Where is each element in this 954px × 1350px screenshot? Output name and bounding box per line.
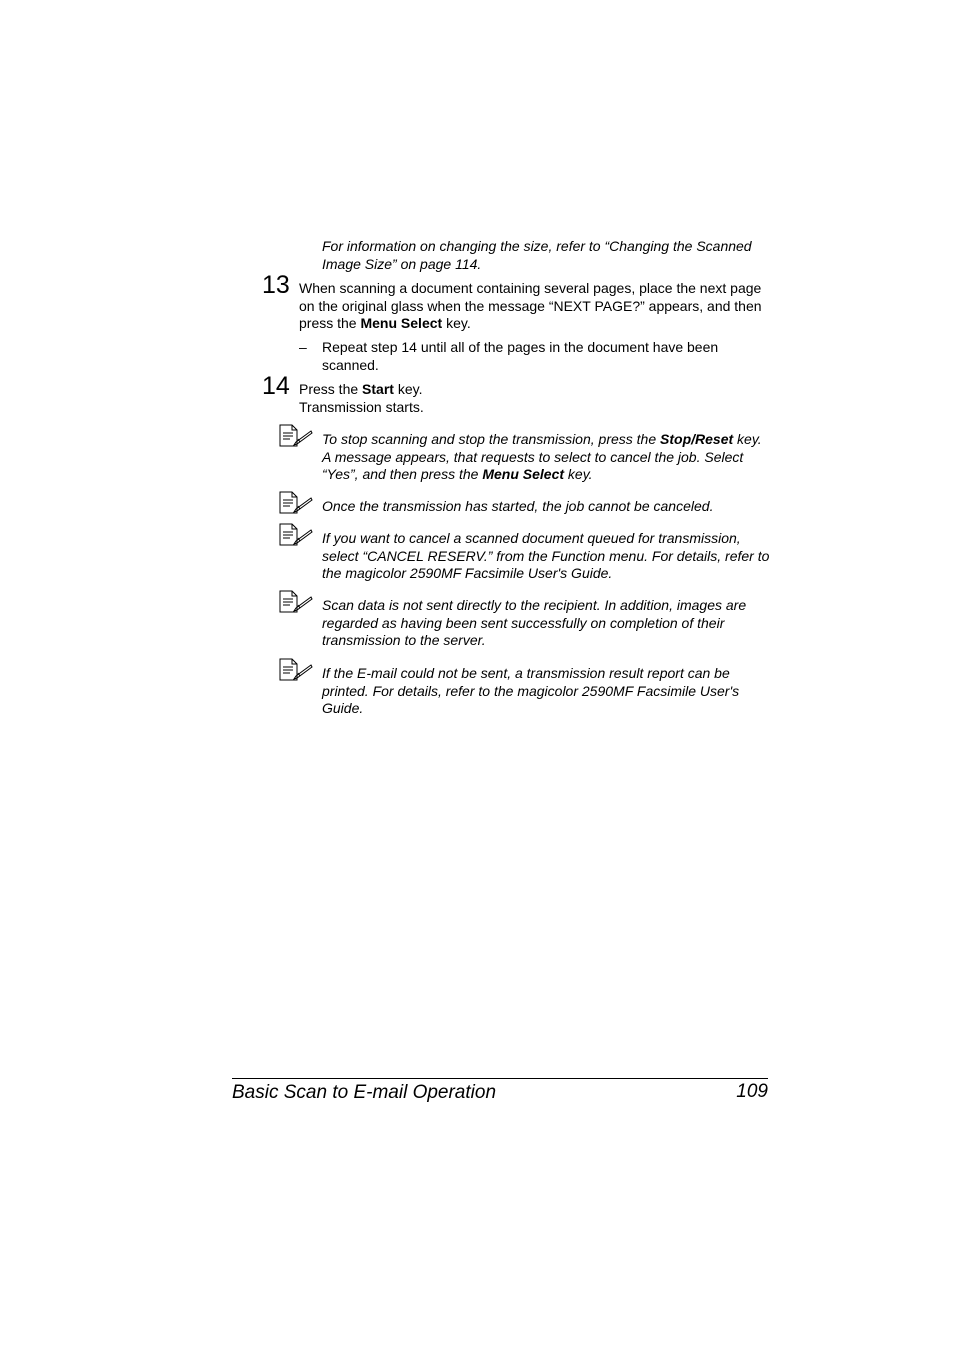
note-5-text: If the E-mail could not be sent, a transmission result report can be printed. For details, refer to the magicolor 2590MF Facsimile User's Guide.: [322, 665, 740, 717]
note-pencil-icon: [278, 491, 314, 515]
step-14-start: Start: [362, 381, 394, 397]
note-pencil-icon: [278, 424, 314, 448]
step-13-menu-select: Menu Select: [360, 315, 443, 332]
substep-dash: –: [299, 339, 307, 355]
step-13-text-before: When scanning a document containing several pages, place the next page on the original glass when the message “NEXT PAGE?” appears, and then press the: [299, 280, 762, 332]
step-13-number: 13: [262, 271, 290, 299]
note-1-part-1: To stop scanning and stop the transmission, press the: [322, 431, 661, 447]
note-1-text: [322, 431, 772, 484]
step-14-text: [299, 381, 769, 399]
note-1-stop-reset: Stop/Reset: [660, 431, 734, 447]
note-2-text: Once the transmission has started, the job cannot be canceled.: [322, 498, 714, 514]
note-1-menu-select: Menu Select: [482, 466, 565, 483]
note-1-part-3: key.: [564, 466, 593, 483]
note-4-text: Scan data is not sent directly to the recipient. In addition, images are regarded as having been sent successfully on completion of their transmission to the server.: [322, 597, 747, 649]
step-13-substep: Repeat step 14 until all of the pages in the document have been scanned.: [322, 339, 719, 373]
footer-title: Basic Scan to E-mail Operation: [232, 1082, 497, 1103]
page-number: 109: [736, 1081, 768, 1102]
step-13-text-after: key.: [442, 315, 471, 332]
step-13-text: [299, 280, 769, 333]
step-14-text-after: key.: [393, 381, 423, 397]
footer-rule: [232, 1078, 768, 1079]
note-3-text: If you want to cancel a scanned document queued for transmission, select “CANCEL RESERV.” from the Function menu. For details, refer to the magicolor 2590MF Facsimile User's Guide.: [322, 530, 770, 582]
step-14-number: 14: [262, 372, 290, 400]
step-14-result: Transmission starts.: [299, 399, 424, 415]
note-1-part-2: key. A message appears, that requests to select to cancel the job. Select “Yes”, and then press the: [322, 431, 762, 483]
note-pencil-icon: [278, 590, 314, 614]
note-pencil-icon: [278, 523, 314, 547]
intro-note: For information on changing the size, refer to “Changing the Scanned Image Size” on page 114.: [322, 238, 752, 272]
step-14-text-before: Press the: [299, 381, 363, 397]
note-pencil-icon: [278, 658, 314, 682]
